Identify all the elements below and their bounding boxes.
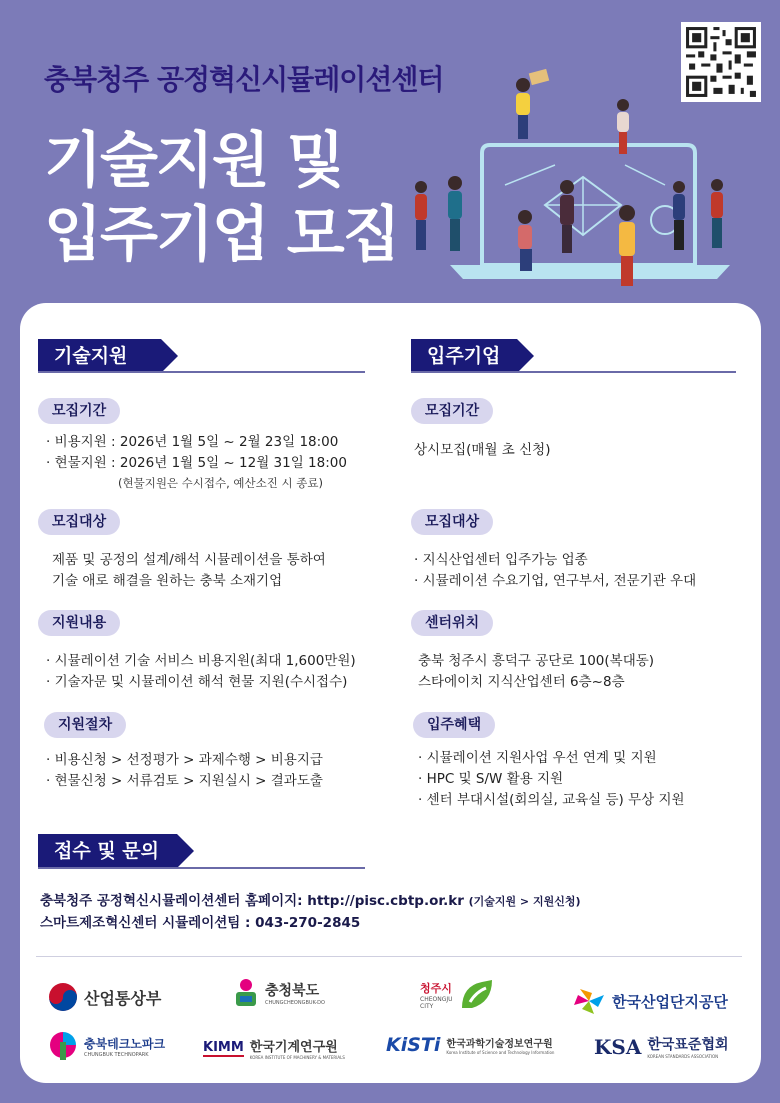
tenant-period-label: 모집기간 (411, 398, 493, 424)
content-card (20, 303, 761, 1083)
person-figures (415, 69, 723, 286)
taegeuk-icon (48, 982, 78, 1012)
tenant-location-label: 센터위치 (411, 610, 493, 636)
contact-phone: 스마트제조혁신센터 시뮬레이션팀 : 043-270-2845 (40, 915, 361, 931)
tenant-target-line-1: · 지식산업센터 입주가능 업종 (414, 552, 588, 568)
ksa-logo: KSA 한국표준협회 KOREAN STANDARDS ASSOCIATION (594, 1034, 729, 1059)
tech-content-line-1: · 시뮬레이션 기술 서비스 비용지원(최대 1,600만원) (46, 653, 356, 669)
contact-heading: 접수 및 문의 (38, 834, 177, 868)
kimm-logo: KIMM 한국기계연구원 KOREA INSTITUTE OF MACHINERY & MATERIALS (203, 1039, 345, 1060)
logo-divider (36, 956, 742, 957)
tech-support-underline (38, 371, 365, 373)
title-line-1: 기술지원 및 (44, 126, 343, 196)
kicox-pinwheel-icon (572, 987, 606, 1015)
laptop-icon (450, 145, 730, 279)
tech-content-line-2: · 기술자문 및 시뮬레이션 해석 현물 지원(수시접수) (46, 674, 348, 690)
laptop-people-illustration (395, 65, 755, 290)
tech-period-line-2: · 현물지원 : 2026년 1월 5일 ~ 12월 31일 18:00 (46, 455, 347, 471)
tech-target-line-1: 제품 및 공정의 설계/해석 시뮬레이션을 통하여 (52, 552, 326, 568)
tenant-underline (411, 371, 736, 373)
chungbuk-logo: 충청북도 CHUNGCHEONGBUK-DO (233, 978, 325, 1008)
tenant-location-line-2: 스타에이치 지식산업센터 6층~8층 (418, 674, 625, 690)
contact-homepage-note: (기술지원 > 지원신청) (468, 895, 581, 908)
tech-period-label: 모집기간 (38, 398, 120, 424)
contact-homepage-text[interactable]: 충북청주 공정혁신시뮬레이션센터 홈페이지: http://pisc.cbtp.or.kr (40, 893, 464, 909)
tenant-target-line-2: · 시뮬레이션 수요기업, 연구부서, 전문기관 우대 (414, 573, 697, 589)
tenant-benefits-line-2: · HPC 및 S/W 활용 지원 (418, 771, 564, 787)
motie-logo: 산업통상부 (48, 982, 161, 1012)
cheongju-leaf-icon (458, 978, 496, 1012)
tech-target-line-2: 기술 애로 해결을 원하는 충북 소재기업 (52, 573, 283, 589)
tech-procedure-line-2: · 현물신청 > 서류검토 > 지원실시 > 결과도출 (46, 773, 323, 789)
contact-underline (38, 867, 365, 869)
kisti-logo: KiSTi 한국과학기술정보연구원 Korea Institute of Science and Technology Information (386, 1034, 555, 1056)
tenant-benefits-label: 입주혜택 (413, 712, 495, 738)
tech-period-note: (현물지원은 수시접수, 예산소진 시 종료) (118, 476, 323, 490)
tenant-period-line-1: 상시모집(매월 초 신청) (414, 442, 551, 458)
tenant-benefits-line-3: · 센터 부대시설(회의실, 교육실 등) 무상 지원 (418, 792, 685, 808)
tech-content-label: 지원내용 (38, 610, 120, 636)
cbtp-logo: 충북테크노파크 CHUNGBUK TECHNOPARK (48, 1030, 165, 1062)
tenant-location-line-1: 충북 청주시 흥덕구 공단로 100(복대동) (418, 653, 655, 669)
center-name: 충북청주 공정혁신시뮬레이션센터 (44, 63, 444, 96)
kicox-logo: 한국산업단지공단 (572, 987, 728, 1015)
tech-target-label: 모집대상 (38, 509, 120, 535)
chungbuk-emblem-icon (233, 978, 259, 1008)
tenant-target-label: 모집대상 (411, 509, 493, 535)
tenant-heading: 입주기업 (411, 339, 517, 373)
tech-period-line-1: · 비용지원 : 2026년 1월 5일 ~ 2월 23일 18:00 (46, 434, 339, 450)
tech-procedure-label: 지원절차 (44, 712, 126, 738)
tenant-benefits-line-1: · 시뮬레이션 지원사업 우선 연계 및 지원 (418, 750, 657, 766)
cbtp-emblem-icon (48, 1030, 78, 1062)
contact-homepage (40, 889, 581, 909)
cheongju-logo: 청주시 CHEONGJU CITY (420, 978, 496, 1012)
tech-support-heading: 기술지원 (38, 339, 161, 373)
title-line-2: 입주기업 모집 (44, 200, 399, 270)
tech-procedure-line-1: · 비용신청 > 선정평가 > 과제수행 > 비용지급 (46, 752, 323, 768)
